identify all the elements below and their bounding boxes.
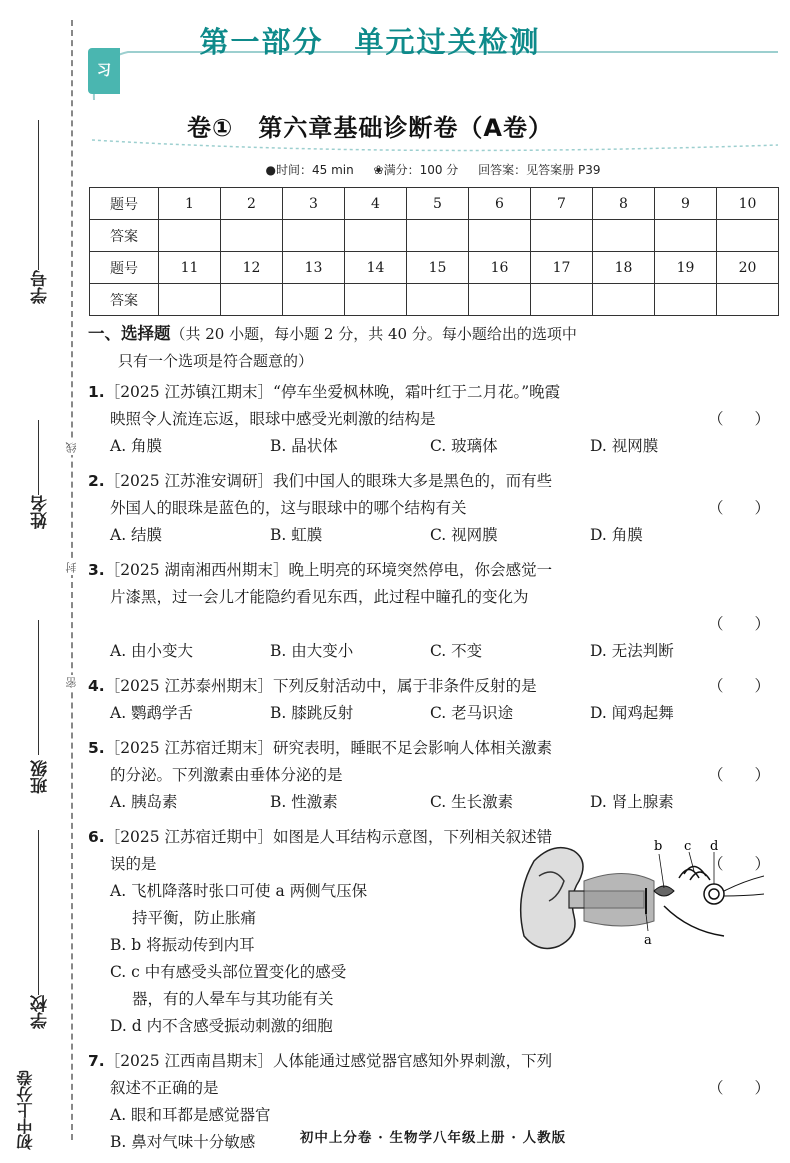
- question-2: [88, 468, 771, 549]
- option: B. 虹膜: [270, 526, 323, 544]
- section-note: （共 20 小题，每小题 2 分，共 40 分。每小题给出的选项中: [170, 325, 577, 343]
- question-text: ［2025 江苏淮安调研］我们中国人的眼珠大多是黑色的，而有些: [104, 472, 553, 490]
- ear-structure-figure: [514, 836, 764, 956]
- cut-line: [71, 20, 73, 1140]
- answer-cell[interactable]: [655, 220, 717, 252]
- answer-blank[interactable]: （ ）: [708, 410, 771, 428]
- option: D. 视网膜: [590, 437, 659, 455]
- table-cell: 19: [655, 252, 717, 284]
- answer-blank[interactable]: （ ）: [708, 1079, 771, 1097]
- table-cell: 15: [407, 252, 469, 284]
- option: D. 无法判断: [590, 642, 674, 660]
- cut-mark-3: 密: [65, 677, 78, 688]
- answer-cell[interactable]: [655, 284, 717, 316]
- row-label: 题号: [90, 252, 159, 284]
- section-heading: 一、选择题: [88, 324, 171, 343]
- question-text: 的分泌。下列激素由垂体分泌的是: [110, 766, 343, 784]
- option: B. 膝跳反射: [270, 704, 354, 722]
- option: A. 角膜: [110, 437, 163, 455]
- table-row: [90, 284, 779, 316]
- name-label: 姓名: [31, 495, 51, 529]
- table-cell: 13: [283, 252, 345, 284]
- figure-label-d: d: [710, 839, 719, 854]
- page-footer: 初中上分卷 · 生物学八年级上册 · 人教版: [299, 1130, 567, 1146]
- table-cell: 16: [469, 252, 531, 284]
- option: D. 角膜: [590, 526, 643, 544]
- auditory-nerve: [724, 876, 764, 896]
- eustachian-tube: [664, 906, 724, 936]
- option: A. 飞机降落时张口可使 a 两侧气压保: [110, 882, 368, 900]
- question-text: ［2025 江苏镇江期末］“停车坐爱枫林晚，霜叶红于二月花。”晚霞: [104, 383, 561, 401]
- page-subtitle: 卷① 第六章基础诊断卷（A卷）: [187, 114, 553, 142]
- option: A. 眼和耳都是感觉器官: [110, 1106, 271, 1124]
- table-cell: 18: [593, 252, 655, 284]
- answer-info: 回答案：见答案册 P39: [478, 163, 601, 177]
- table-cell: 17: [531, 252, 593, 284]
- question-text: 叙述不正确的是: [110, 1079, 219, 1097]
- answer-cell[interactable]: [717, 220, 779, 252]
- table-cell: 11: [159, 252, 221, 284]
- answer-cell[interactable]: [531, 284, 593, 316]
- option: A. 由小变大: [110, 642, 194, 660]
- binding-margin: [0, 0, 80, 1163]
- answer-cell[interactable]: [407, 284, 469, 316]
- cut-mark-2: 封: [65, 562, 78, 573]
- table-cell: 20: [717, 252, 779, 284]
- answer-cell[interactable]: [531, 220, 593, 252]
- question-text: 外国人的眼珠是蓝色的，这与眼球中的哪个结构有关: [110, 499, 467, 517]
- row-label: 题号: [90, 188, 159, 220]
- option: B. b 将振动传到内耳: [110, 936, 255, 954]
- label-line-b: [659, 854, 664, 888]
- question-number: 2.: [88, 472, 105, 490]
- option: C. 不变: [430, 642, 483, 660]
- question-text: ［2025 江西南昌期末］人体能通过感觉器官感知外界刺激，下列: [104, 1052, 553, 1070]
- table-cell: 7: [531, 188, 593, 220]
- options: [88, 522, 768, 549]
- answer-cell[interactable]: [469, 220, 531, 252]
- table-cell: 3: [283, 188, 345, 220]
- middle-ear-bone: [584, 874, 654, 927]
- answer-cell[interactable]: [345, 284, 407, 316]
- answer-cell[interactable]: [159, 284, 221, 316]
- answer-cell[interactable]: [345, 220, 407, 252]
- question-number: 3.: [88, 561, 105, 579]
- question-text: ［2025 江苏宿迁期中］如图是人耳结构示意图，下列相关叙述错: [104, 828, 553, 846]
- option: B. 由大变小: [270, 642, 354, 660]
- table-cell: 2: [221, 188, 283, 220]
- figure-label-b: b: [654, 839, 663, 854]
- answer-blank[interactable]: （ ）: [708, 677, 771, 695]
- option: B. 鼻对气味十分敏感: [110, 1133, 256, 1151]
- table-cell: 4: [345, 188, 407, 220]
- figure-label-a: a: [644, 933, 652, 948]
- answer-cell[interactable]: [717, 284, 779, 316]
- answer-cell[interactable]: [159, 220, 221, 252]
- row-label: 答案: [90, 284, 159, 316]
- question-text: 片漆黑，过一会儿才能隐约看见东西，此过程中瞳孔的变化为: [110, 588, 529, 606]
- question-text: ［2025 江苏泰州期末］下列反射活动中，属于非条件反射的是: [104, 677, 537, 695]
- table-row: [90, 220, 779, 252]
- time-info: ●时间：45 min: [265, 163, 354, 177]
- section-note-2: 只有一个选项是符合题意的）: [118, 352, 314, 370]
- school-label: 学校: [31, 995, 51, 1029]
- question-5: [88, 735, 771, 816]
- options: [88, 433, 768, 460]
- option: D. d 内不含感受振动刺激的细胞: [110, 1017, 333, 1035]
- option: A. 鹦鹉学舌: [110, 704, 194, 722]
- answer-blank[interactable]: （ ）: [708, 766, 771, 784]
- question-list: [88, 320, 771, 1156]
- answer-blank[interactable]: （ ）: [708, 855, 771, 873]
- option: C. 老马识途: [430, 704, 514, 722]
- class-blank: [38, 620, 39, 755]
- answer-blank[interactable]: （ ）: [708, 615, 771, 633]
- table-cell: 1: [159, 188, 221, 220]
- score-info: ❀满分：100 分: [373, 163, 459, 177]
- table-cell: 9: [655, 188, 717, 220]
- section-heading-block: [88, 320, 768, 375]
- answer-cell[interactable]: [593, 284, 655, 316]
- table-row: [90, 188, 779, 220]
- answer-cell[interactable]: [221, 284, 283, 316]
- question-number: 5.: [88, 739, 105, 757]
- option: C. c 中有感受头部位置变化的感受: [110, 963, 347, 981]
- name-blank: [38, 420, 39, 495]
- question-4: [88, 673, 771, 727]
- table-row: [90, 252, 779, 284]
- class-label: 班级: [31, 760, 51, 794]
- question-text: ［2025 湖南湘西州期末］晚上明亮的环境突然停电，你会感觉一: [104, 561, 553, 579]
- table-cell: 10: [717, 188, 779, 220]
- option: D. 闻鸡起舞: [590, 704, 674, 722]
- answer-cell[interactable]: [283, 284, 345, 316]
- cut-mark-1: 线: [65, 442, 78, 453]
- option: B. 性激素: [270, 793, 338, 811]
- tab-glyph: 习: [97, 63, 111, 79]
- exam-meta: [88, 161, 778, 178]
- option: B. 晶状体: [270, 437, 338, 455]
- option: C. 视网膜: [430, 526, 498, 544]
- answer-blank[interactable]: （ ）: [708, 499, 771, 517]
- series-label: 初中上分卷: [16, 1070, 35, 1150]
- options: [88, 789, 768, 816]
- table-cell: 5: [407, 188, 469, 220]
- question-number: 6.: [88, 828, 105, 846]
- option: A. 结膜: [110, 526, 163, 544]
- student-id-blank: [38, 120, 39, 270]
- option: C. 生长激素: [430, 793, 514, 811]
- semicircular-canals: [679, 866, 710, 880]
- answer-table: [89, 187, 779, 316]
- table-cell: 12: [221, 252, 283, 284]
- page-title: 第一部分 单元过关检测: [199, 25, 541, 59]
- figure-label-c: c: [684, 839, 692, 854]
- options: [88, 638, 768, 665]
- table-cell: 6: [469, 188, 531, 220]
- question-3: [88, 557, 771, 665]
- question-text: ［2025 江苏宿迁期末］研究表明，睡眠不足会影响人体相关激素: [104, 739, 553, 757]
- cochlea-inner: [709, 889, 719, 899]
- answer-cell[interactable]: [469, 284, 531, 316]
- option: C. 玻璃体: [430, 437, 498, 455]
- row-label: 答案: [90, 220, 159, 252]
- school-blank: [38, 830, 39, 995]
- table-cell: 14: [345, 252, 407, 284]
- student-id-label: 学号: [31, 270, 51, 304]
- option: A. 胰岛素: [110, 793, 178, 811]
- question-number: 1.: [88, 383, 105, 401]
- option-cont: 器，有的人晕车与其功能有关: [132, 990, 334, 1008]
- answer-cell[interactable]: [283, 220, 345, 252]
- question-number: 7.: [88, 1052, 105, 1070]
- answer-cell[interactable]: [407, 220, 469, 252]
- question-number: 4.: [88, 677, 105, 695]
- question-text: 误的是: [110, 855, 157, 873]
- answer-cell[interactable]: [593, 220, 655, 252]
- question-1: [88, 379, 771, 460]
- question-text: 映照令人流连忘返，眼球中感受光刺激的结构是: [110, 410, 436, 428]
- option: D. 肾上腺素: [590, 793, 674, 811]
- options: [88, 700, 768, 727]
- answer-cell[interactable]: [221, 220, 283, 252]
- option-cont: 持平衡，防止胀痛: [132, 909, 257, 927]
- table-cell: 8: [593, 188, 655, 220]
- cochlea: [704, 884, 724, 904]
